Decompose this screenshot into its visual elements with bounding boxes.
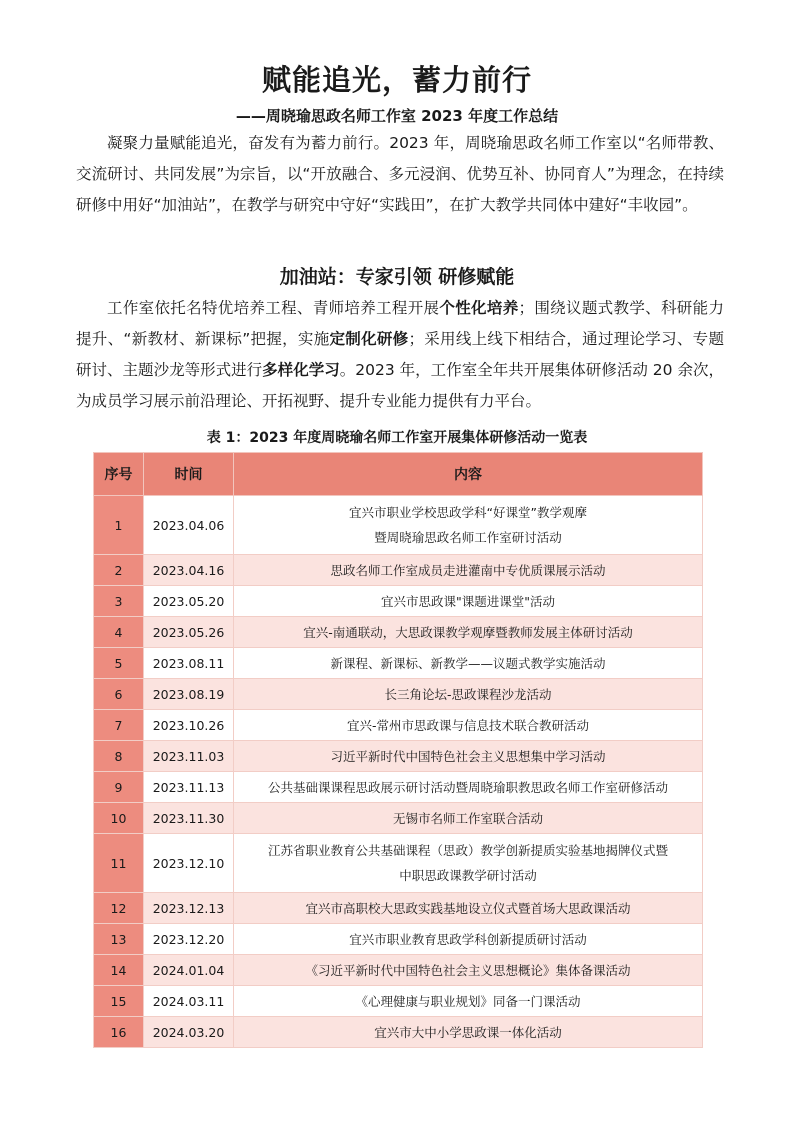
content-line: 宜兴市职业学校思政学科“好课堂”教学观摩: [349, 505, 587, 520]
row-content: [234, 1017, 703, 1048]
row-content: [234, 986, 703, 1017]
row-date: 2024.03.11: [144, 986, 234, 1017]
row-index: 16: [94, 1017, 144, 1048]
row-index: 1: [94, 496, 144, 555]
table-row: [94, 772, 703, 803]
page-title: 赋能追光，蓄力前行: [261, 63, 532, 97]
content-line: 宜兴市职业教育思政学科创新提质研讨活动: [349, 932, 587, 947]
table-row: [94, 1017, 703, 1048]
row-date: 2023.08.19: [144, 679, 234, 710]
row-index: 5: [94, 648, 144, 679]
content-line: 新课程、新课标、新教学——议题式教学实施活动: [330, 656, 606, 671]
row-index: 7: [94, 710, 144, 741]
row-index: 9: [94, 772, 144, 803]
row-index: 8: [94, 741, 144, 772]
row-index: 12: [94, 893, 144, 924]
header-content: 内容: [234, 453, 703, 496]
content-line: 江苏省职业教育公共基础课程（思政）教学创新提质实验基地揭牌仪式暨: [267, 843, 668, 858]
content-line: 公共基础课课程思政展示研讨活动暨周晓瑜职教思政名师工作室研修活动: [267, 780, 668, 795]
table-row: [94, 586, 703, 617]
row-date: 2023.10.26: [144, 710, 234, 741]
row-index: 3: [94, 586, 144, 617]
content-line: 《习近平新时代中国特色社会主义思想概论》集体备课活动: [305, 963, 631, 978]
table-row: [94, 617, 703, 648]
row-date: 2023.11.03: [144, 741, 234, 772]
row-index: 10: [94, 803, 144, 834]
table-row: [94, 648, 703, 679]
table-row: [94, 741, 703, 772]
table-row: [94, 955, 703, 986]
content-line: 宜兴市大中小学思政课一体化活动: [374, 1025, 562, 1040]
table-row: [94, 924, 703, 955]
row-index: 2: [94, 555, 144, 586]
para-text: 工作室依托名特优培养工程、青师培养工程开展: [107, 299, 440, 317]
para-bold: 个性化培养: [439, 299, 519, 317]
table-row: [94, 555, 703, 586]
row-content: [234, 924, 703, 955]
row-date: 2023.11.13: [144, 772, 234, 803]
section-paragraph: [76, 293, 724, 417]
row-index: 6: [94, 679, 144, 710]
content-line: 暨周晓瑜思政名师工作室研讨活动: [374, 530, 562, 545]
row-date: 2023.11.30: [144, 803, 234, 834]
content-line: 宜兴市思政课"课题进课堂"活动: [381, 594, 555, 609]
row-content: [234, 772, 703, 803]
row-date: 2023.12.20: [144, 924, 234, 955]
para-text: ；采用线上线下相结合，通过理论学习、专题研讨、主题沙龙等形式进行: [76, 330, 724, 379]
table-row: [94, 803, 703, 834]
row-date: 2023.05.20: [144, 586, 234, 617]
page-subtitle: ——周晓瑜思政名师工作室 2023 年度工作总结: [235, 107, 559, 125]
row-index: 11: [94, 834, 144, 893]
row-content: [234, 586, 703, 617]
row-date: 2024.01.04: [144, 955, 234, 986]
row-content: [234, 834, 703, 893]
row-date: 2023.12.10: [144, 834, 234, 893]
row-index: 14: [94, 955, 144, 986]
content-line: 宜兴市高职校大思政实践基地设立仪式暨首场大思政课活动: [305, 901, 631, 916]
row-content: [234, 648, 703, 679]
row-content: [234, 496, 703, 555]
row-content: [234, 617, 703, 648]
row-content: [234, 893, 703, 924]
row-content: [234, 710, 703, 741]
row-index: 4: [94, 617, 144, 648]
content-line: 思政名师工作室成员走进灌南中专优质课展示活动: [330, 563, 606, 578]
para-text: 。2023 年，工作室全年共开展集体研修活动 20 余次，为成员学习展示前沿理论、开拓视野、提升专业能力提供有力平台。: [76, 361, 724, 410]
section-heading: 加油站：专家引领 研修赋能: [279, 266, 515, 288]
intro-paragraph: 凝聚力量赋能追光，奋发有为蓄力前行。2023 年，周晓瑜思政名师工作室以“名师带教、交流研讨、共同发展”为宗旨，以“开放融合、多元浸润、优势互补、协同育人”为理念，在持续研修中用好“加油站”，在教学与研究中守好“实践田”，在扩大教学共同体中建好“丰收园”。: [76, 134, 724, 214]
content-line: 习近平新时代中国特色社会主义思想集中学习活动: [330, 749, 606, 764]
row-date: 2024.03.20: [144, 1017, 234, 1048]
header-index: 序号: [94, 453, 144, 496]
row-content: [234, 803, 703, 834]
table-row: [94, 986, 703, 1017]
content-line: 《心理健康与职业规划》同备一门课活动: [355, 994, 581, 1009]
row-date: 2023.05.26: [144, 617, 234, 648]
content-line: 宜兴-常州市思政课与信息技术联合教研活动: [346, 718, 589, 733]
para-bold: 多样化学习: [262, 361, 340, 379]
table-row: [94, 710, 703, 741]
row-date: 2023.12.13: [144, 893, 234, 924]
content-line: 长三角论坛-思政课程沙龙活动: [384, 687, 552, 702]
para-bold: 定制化研修: [329, 330, 409, 348]
row-date: 2023.08.11: [144, 648, 234, 679]
para-text: ；围绕议题式教学、科研能力提升、“新教材、新课标”把握，实施: [76, 299, 724, 348]
activities-table: [93, 452, 703, 1048]
row-content: [234, 555, 703, 586]
table-row: [94, 679, 703, 710]
row-content: [234, 741, 703, 772]
content-line: 中职思政课教学研讨活动: [399, 868, 537, 883]
table-row: [94, 834, 703, 893]
row-index: 13: [94, 924, 144, 955]
table-header-row: [94, 453, 703, 496]
content-line: 无锡市名师工作室联合活动: [392, 811, 543, 826]
table-caption: 表 1：2023 年度周晓瑜名师工作室开展集体研修活动一览表: [206, 430, 588, 446]
table-row: [94, 893, 703, 924]
content-line: 宜兴-南通联动，大思政课教学观摩暨教师发展主体研讨活动: [303, 625, 633, 640]
row-index: 15: [94, 986, 144, 1017]
row-content: [234, 679, 703, 710]
row-date: 2023.04.16: [144, 555, 234, 586]
table-row: [94, 496, 703, 555]
header-date: 时间: [144, 453, 234, 496]
row-date: 2023.04.06: [144, 496, 234, 555]
row-content: [234, 955, 703, 986]
